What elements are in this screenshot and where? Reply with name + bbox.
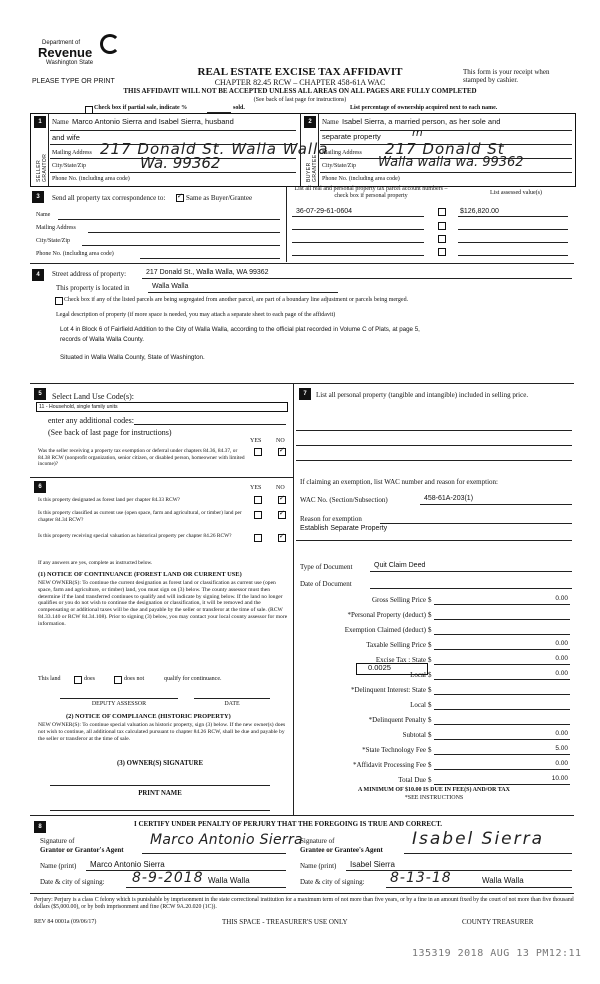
calc-label-5: Local bbox=[410, 671, 426, 679]
parcel-personal-checkbox-2[interactable] bbox=[438, 222, 446, 230]
calc-line-0 bbox=[434, 604, 570, 605]
parcel-number[interactable]: 36-07-29-61-0604 bbox=[296, 208, 353, 215]
grantee-city[interactable]: Walla Walla bbox=[482, 876, 524, 885]
assessed-header: List assessed value(s) bbox=[490, 190, 542, 196]
please-type: PLEASE TYPE OR PRINT bbox=[32, 78, 115, 85]
parcel-personal-checkbox-3[interactable] bbox=[438, 235, 446, 243]
does-checkbox[interactable] bbox=[74, 676, 82, 684]
calc-dollar-0: $ bbox=[428, 596, 432, 604]
notice2-title: (2) NOTICE OF COMPLIANCE (HISTORIC PROPERTY) bbox=[66, 713, 231, 720]
notice1-title: (1) NOTICE OF CONTINUANCE (FOREST LAND OR CURRENT USE) bbox=[38, 571, 242, 578]
s5-yes: YES bbox=[250, 438, 262, 444]
calc-line-2 bbox=[434, 634, 570, 635]
calc-label-4: Excise Tax : State bbox=[375, 656, 426, 664]
calc-dollar-11: $ bbox=[428, 761, 432, 769]
see-back-note: (See back of last page for instructions) bbox=[253, 97, 347, 103]
grantor-city[interactable]: Walla Walla bbox=[208, 876, 250, 885]
logo-state: Washington State bbox=[46, 60, 94, 66]
calc-label-1: *Personal Property (deduct) bbox=[347, 611, 426, 619]
calc-line-11 bbox=[434, 769, 570, 770]
partial-sale-label: Check box if partial sale, indicate % bbox=[94, 105, 188, 111]
wac-number[interactable]: 458-61A-203(1) bbox=[424, 495, 474, 502]
form-title: REAL ESTATE EXCISE TAX AFFIDAVIT bbox=[197, 66, 403, 78]
doc-type-value[interactable]: Quit Claim Deed bbox=[374, 562, 426, 569]
s5-q1-no[interactable] bbox=[278, 448, 286, 456]
seller-name-2[interactable]: and wife bbox=[52, 133, 80, 142]
section-6-number: 6 bbox=[34, 481, 46, 493]
grantee-agent-label: Grantee or Grantee's Agent bbox=[300, 846, 383, 854]
owner-signature-label: (3) OWNER(S) SIGNATURE bbox=[117, 760, 203, 767]
buyer-city-label: City/State/Zip bbox=[322, 163, 356, 169]
does-not-label: does not bbox=[124, 676, 145, 682]
calc-dollar-4: $ bbox=[428, 656, 432, 664]
logo-revenue: Revenue bbox=[38, 45, 93, 60]
deputy-date-label: DATE bbox=[224, 701, 240, 707]
seller-mailing-label: Mailing Address bbox=[52, 150, 92, 156]
parcel-header: List all real and personal property tax parcel account numbers – check box if personal property bbox=[294, 186, 448, 199]
list-pct-label: List percentage of ownership acquired next to each name. bbox=[350, 105, 498, 111]
section-2-number: 2 bbox=[304, 116, 316, 128]
segregated-checkbox[interactable] bbox=[55, 297, 63, 305]
calc-label-10: *State Technology Fee bbox=[362, 746, 426, 754]
section-8-number: 8 bbox=[34, 821, 46, 833]
section-1-number: 1 bbox=[34, 116, 46, 128]
exemption-claim-label: If claiming an exemption, list WAC number and reason for exemption: bbox=[300, 478, 498, 486]
grantor-print-name[interactable]: Marco Antonio Sierra bbox=[90, 860, 165, 869]
buyer-mailing-label: Mailing Address bbox=[322, 150, 362, 156]
grantor-agent-label: Grantor or Grantor's Agent bbox=[40, 846, 124, 854]
buyer-name-2[interactable]: separate property bbox=[322, 132, 381, 141]
recording-stamp: 135319 2018 AUG 13 PM12:11 bbox=[412, 948, 582, 959]
calc-label-8: *Delinquent Penalty bbox=[368, 716, 426, 724]
does-not-checkbox[interactable] bbox=[114, 676, 122, 684]
calc-line-1 bbox=[434, 619, 570, 620]
additional-codes-label: enter any additional codes: bbox=[48, 416, 134, 425]
calc-value-10[interactable]: 5.00 bbox=[555, 745, 568, 752]
section-7-number: 7 bbox=[299, 388, 311, 400]
grantor-signature[interactable]: Marco Antonio Sierra bbox=[150, 832, 303, 848]
grantee-date-label: Date & city of signing: bbox=[300, 878, 365, 886]
calc-label-3: Taxable Selling Price bbox=[366, 641, 426, 649]
calc-dollar-3: $ bbox=[428, 641, 432, 649]
buyer-name-label: Name bbox=[322, 118, 339, 126]
this-land-label: This land bbox=[38, 676, 61, 682]
buyer-side-label: BUYER GRANTEE bbox=[306, 154, 318, 182]
grantee-sig-label: Signature of bbox=[300, 837, 335, 845]
sold-label: sold. bbox=[233, 105, 245, 111]
calc-line-5 bbox=[434, 679, 570, 680]
calc-value-11[interactable]: 0.00 bbox=[555, 760, 568, 767]
s6-q1: Is this property designated as forest land per chapter 84.33 RCW? bbox=[38, 497, 181, 503]
calc-dollar-9: $ bbox=[428, 731, 432, 739]
seller-phone-label: Phone No. (including area code) bbox=[52, 176, 130, 182]
calc-line-7 bbox=[434, 709, 570, 710]
doc-date-label: Date of Document bbox=[300, 580, 352, 588]
certify-statement: I CERTIFY UNDER PENALTY OF PERJURY THAT THE FOREGOING IS TRUE AND CORRECT. bbox=[134, 820, 443, 828]
s5-q1: Was the seller receiving a property tax exemption or deferral under chapters 84.36, 84.37, or 84.38 RCW (nonprofit organization, senior citizen, or disabled person, homeowner with limited income)? bbox=[38, 448, 245, 467]
seller-city[interactable]: Wa. 99362 bbox=[140, 154, 221, 172]
s5-see-back: (See back of last page for instructions) bbox=[48, 428, 172, 437]
calc-dollar-6: $ bbox=[428, 686, 432, 694]
grantee-print-name[interactable]: Isabel Sierra bbox=[350, 860, 395, 869]
county-treasurer: COUNTY TREASURER bbox=[462, 918, 534, 926]
grantor-date[interactable]: 8-9-2018 bbox=[132, 870, 204, 886]
legal-line-1[interactable]: Lot 4 in Block 6 of Fairfield Addition to the City of Walla Walla, according to the official plat recorded in Volume C of Plats, at page 5, bbox=[60, 326, 420, 333]
seller-name[interactable]: Marco Antonio Sierra and Isabel Sierra, husband bbox=[72, 117, 234, 126]
seller-name-label: Name bbox=[52, 118, 69, 126]
seller-city-label: City/State/Zip bbox=[52, 163, 86, 169]
grantor-name-label: Name (print) bbox=[40, 862, 77, 870]
land-use-value: 11 - Household, single family units bbox=[39, 404, 118, 410]
legal-label: Legal description of property (if more space is needed, you may attach a separate sheet to each page of the affidavit) bbox=[56, 312, 336, 318]
calc-label-7: Local bbox=[410, 701, 426, 709]
send-correspondence-label: Send all property tax correspondence to: bbox=[52, 194, 166, 202]
notice1-text: NEW OWNER(S): To continue the current designation as forest land or classification as current use (open space, farm and agriculture, or timber) land, you must sign on (3) below. The county assessor must then determine if the land transferred continues to qualify and will indicate by signing below. If the land no longer qualifies or you do not wish to continue the designation or classification, it will be removed and the compensating or additional taxes will be due and payable by the seller or transferor at the time of sale. (RCW 84.33.140 or RCW 84.34.108). Prior to signing (3) below, you may contact your local county assessor for more information. bbox=[38, 580, 288, 627]
s6-q2-yes[interactable] bbox=[254, 511, 262, 519]
calc-label-11: *Affidavit Processing Fee bbox=[353, 761, 426, 769]
same-as-buyer-label: Same as Buyer/Grantee bbox=[186, 194, 253, 202]
segregated-label: Check box if any of the listed parcels are being segregated from another parcel, are part of a boundary line adjustment or parcels being merged. bbox=[64, 297, 409, 303]
logo-dept: Department of bbox=[42, 40, 81, 46]
calc-dollar-10: $ bbox=[428, 746, 432, 754]
assessed-value[interactable]: $126,820.00 bbox=[460, 208, 499, 215]
s6-q1-yes[interactable] bbox=[254, 496, 262, 504]
calc-value-4[interactable]: 0.00 bbox=[555, 655, 568, 662]
section-3-number: 3 bbox=[32, 191, 44, 203]
street-label: Street address of property: bbox=[52, 270, 127, 278]
perjury-notice: Perjury: Perjury is a class C felony which is punishable by imprisonment in the state correctional institution for a maximum term of not more than five years, or by a fine in an amount fixed by the court of not more than five thousand dollars ($5,000.00), or by both imprisonment and fine (RCW 9A.20.020 (1C)). bbox=[34, 897, 574, 910]
calc-dollar-12: $ bbox=[428, 776, 432, 784]
s6-if-yes: If any answers are yes, complete as instructed below. bbox=[38, 560, 153, 566]
calc-label-0: Gross Selling Price bbox=[371, 596, 426, 604]
s3-city-label: City/State/Zip bbox=[36, 238, 70, 244]
calc-dollar-1: $ bbox=[428, 611, 432, 619]
does-label: does bbox=[84, 676, 95, 682]
grantee-signature[interactable]: Isabel Sierra bbox=[412, 829, 545, 849]
buyer-name[interactable]: Isabel Sierra, a married person, as her sole and bbox=[342, 117, 501, 126]
calc-line-9 bbox=[434, 739, 570, 740]
s5-no: NO bbox=[276, 438, 285, 444]
treasurer-space: THIS SPACE - TREASURER'S USE ONLY bbox=[222, 918, 348, 926]
s6-q1-no[interactable] bbox=[278, 496, 286, 504]
calc-dollar-5: $ bbox=[428, 671, 432, 679]
s6-q3-yes[interactable] bbox=[254, 534, 262, 542]
s3-phone-label: Phone No. (including area code) bbox=[36, 251, 114, 257]
calc-dollar-7: $ bbox=[428, 701, 432, 709]
s6-q2-no[interactable] bbox=[278, 511, 286, 519]
reason-value[interactable]: Establish Separate Property bbox=[300, 525, 388, 532]
located-label: This property is located in bbox=[56, 284, 130, 292]
s6-yes: YES bbox=[250, 485, 262, 491]
calc-label-9: Subtotal bbox=[402, 731, 426, 739]
parcel-personal-checkbox-4[interactable] bbox=[438, 248, 446, 256]
qualify-label: qualify for continuance. bbox=[164, 676, 222, 682]
calc-line-10 bbox=[434, 754, 570, 755]
s3-name-label: Name bbox=[36, 212, 51, 218]
logo-mark-icon bbox=[100, 34, 120, 54]
wac-label: WAC No. (Section/Subsection) bbox=[300, 496, 388, 504]
see-instructions: *SEE INSTRUCTIONS bbox=[404, 795, 464, 801]
doc-type-label: Type of Document bbox=[300, 563, 353, 571]
seller-side-label: SELLER GRANTOR bbox=[36, 153, 48, 182]
grantor-sig-label: Signature of bbox=[40, 837, 75, 845]
local-rate-box[interactable] bbox=[356, 663, 428, 675]
calc-value-0[interactable]: 0.00 bbox=[555, 595, 568, 602]
section-5-number: 5 bbox=[34, 388, 46, 400]
grantee-date[interactable]: 8-13-18 bbox=[390, 870, 452, 886]
reason-label: Reason for exemption bbox=[300, 515, 362, 523]
form-chapters: CHAPTER 82.45 RCW – CHAPTER 458-61A WAC bbox=[214, 78, 386, 87]
local-rate: 0.0025 bbox=[368, 663, 391, 672]
notice2-text: NEW OWNER(S): To continue special valuation as historic property, sign (3) below. If the new owner(s) does not wish to continue, all additional tax calculated pursuant to chapter 84.26 RCW, shall be due and payable by the seller or transferor at the time of sale. bbox=[38, 722, 286, 742]
calc-label-6: *Delinquent Interest: State bbox=[350, 686, 426, 694]
buyer-city[interactable]: Walla walla wa. 99362 bbox=[378, 155, 524, 170]
minimum-due: A MINIMUM OF $10.00 IS DUE IN FEE(S) AND/OR TAX bbox=[358, 787, 510, 793]
calc-line-12 bbox=[434, 784, 570, 785]
seller-mailing[interactable]: 217 Donald St. Walla Walla bbox=[100, 140, 329, 158]
form-warning: THIS AFFIDAVIT WILL NOT BE ACCEPTED UNLESS ALL AREAS ON ALL PAGES ARE FULLY COMPLETED bbox=[123, 87, 477, 95]
section-4-number: 4 bbox=[32, 269, 44, 281]
calc-line-3 bbox=[434, 649, 570, 650]
located-in[interactable]: Walla Walla bbox=[152, 283, 189, 290]
legal-line-3[interactable]: Situated in Walla Walla County, State of Washington. bbox=[60, 354, 205, 361]
same-as-buyer-checkbox[interactable] bbox=[176, 194, 184, 202]
calc-line-4 bbox=[434, 664, 570, 665]
form-revision: REV 84 0001a (09/06/17) bbox=[34, 919, 97, 925]
revenue-logo bbox=[38, 32, 128, 72]
buyer-mailing[interactable]: 217 Donald St bbox=[385, 140, 505, 158]
calc-label-12: Total Due bbox=[398, 776, 426, 784]
legal-line-2[interactable]: records of Walla Walla County. bbox=[60, 336, 145, 343]
s6-q3: Is this property receiving special valuation as historical property per chapter 84.26 RCW? bbox=[38, 533, 232, 539]
calc-value-9[interactable]: 0.00 bbox=[555, 730, 568, 737]
buyer-name-mark: m bbox=[412, 126, 423, 139]
calc-label-2: Exemption Claimed (deduct) bbox=[344, 626, 426, 634]
calc-dollar-2: $ bbox=[428, 626, 432, 634]
s3-mailing-label: Mailing Address bbox=[36, 225, 76, 231]
s6-no: NO bbox=[276, 485, 285, 491]
s5-q1-yes[interactable] bbox=[254, 448, 262, 456]
calc-line-6 bbox=[434, 694, 570, 695]
calc-dollar-8: $ bbox=[428, 716, 432, 724]
grantee-name-label: Name (print) bbox=[300, 862, 337, 870]
calc-value-3[interactable]: 0.00 bbox=[555, 640, 568, 647]
personal-property-label: List all personal property (tangible and intangible) included in selling price. bbox=[316, 391, 529, 399]
s6-q2: Is this property classified as current use (open space, farm and agricultural, or timber) land per chapter 84.34 RCW? bbox=[38, 510, 242, 523]
land-use-label: Select Land Use Code(s): bbox=[52, 392, 134, 401]
buyer-phone-label: Phone No. (including area code) bbox=[322, 176, 400, 182]
grantor-date-label: Date & city of signing: bbox=[40, 878, 105, 886]
calc-value-5[interactable]: 0.00 bbox=[555, 670, 568, 677]
street-address[interactable]: 217 Donald St., Walla Walla, WA 99362 bbox=[146, 269, 269, 276]
s6-q3-no[interactable] bbox=[278, 534, 286, 542]
calc-line-8 bbox=[434, 724, 570, 725]
parcel-personal-checkbox-1[interactable] bbox=[438, 208, 446, 216]
deputy-assessor-label: DEPUTY ASSESSOR bbox=[91, 701, 147, 707]
calc-value-12[interactable]: 10.00 bbox=[551, 775, 568, 782]
receipt-note: This form is your receipt when stamped by cashier. bbox=[463, 68, 550, 84]
print-name-label: PRINT NAME bbox=[138, 790, 182, 797]
